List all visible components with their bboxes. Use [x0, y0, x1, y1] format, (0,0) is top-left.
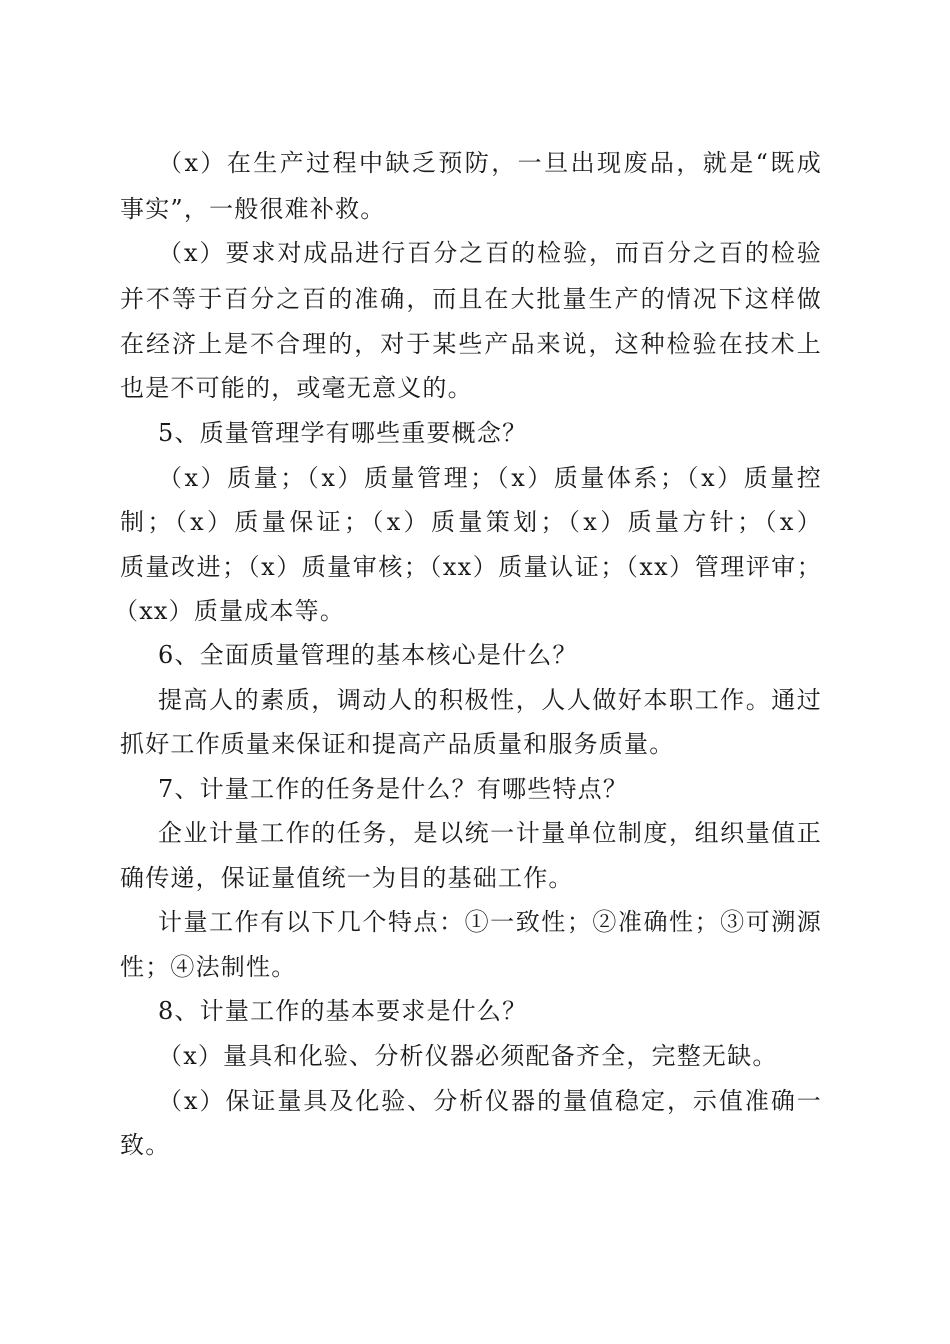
question-heading: 5、质量管理学有哪些重要概念？	[158, 419, 528, 447]
text-line: 抓好工作质量来保证和提高产品质量和服务质量。	[120, 730, 675, 758]
question-heading: 7、计量工作的任务是什么？有哪些特点？	[158, 775, 629, 803]
text-line: 性；④法制性。	[120, 953, 297, 981]
text-line: 制；（x）质量保证；（x）质量策划；（x）质量方针；（x）	[120, 508, 822, 536]
question-heading: 6、全面质量管理的基本核心是什么？	[158, 641, 578, 669]
text-line: 在经济上是不合理的，对于某些产品来说，这种检验在技术上	[120, 330, 822, 358]
text-line: 致。	[120, 1131, 171, 1159]
text-line: 企业计量工作的任务，是以统一计量单位制度，组织量值正	[158, 819, 822, 847]
text-line: 并不等于百分之百的准确，而且在大批量生产的情况下这样做	[120, 285, 822, 313]
text-line: （x）量具和化验、分析仪器必须配备齐全，完整无缺。	[158, 1042, 778, 1070]
text-line: 也是不可能的，或毫无意义的。	[120, 374, 473, 402]
text-line: 提高人的素质，调动人的积极性，人人做好本职工作。通过	[158, 686, 822, 714]
text-line: 确传递，保证量值统一为目的基础工作。	[120, 864, 574, 892]
text-line: （xx）质量成本等。	[114, 597, 346, 625]
text-line: （x）在生产过程中缺乏预防，一旦出现废品，就是“既成	[158, 149, 822, 177]
text-line: 质量改进；（x）质量审核；（xx）质量认证；（xx）管理评审；	[120, 553, 822, 581]
text-line: （x）质量；（x）质量管理；（x）质量体系；（x）质量控	[158, 464, 822, 492]
question-heading: 8、计量工作的基本要求是什么？	[158, 997, 528, 1025]
text-line: 计量工作有以下几个特点：①一致性；②准确性；③可溯源	[158, 908, 822, 936]
text-line: （x）要求对成品进行百分之百的检验，而百分之百的检验	[158, 239, 822, 267]
text-line: （x）保证量具及化验、分析仪器的量值稳定，示值准确一	[158, 1087, 822, 1115]
text-line: 事实”，一般很难补救。	[120, 195, 386, 223]
